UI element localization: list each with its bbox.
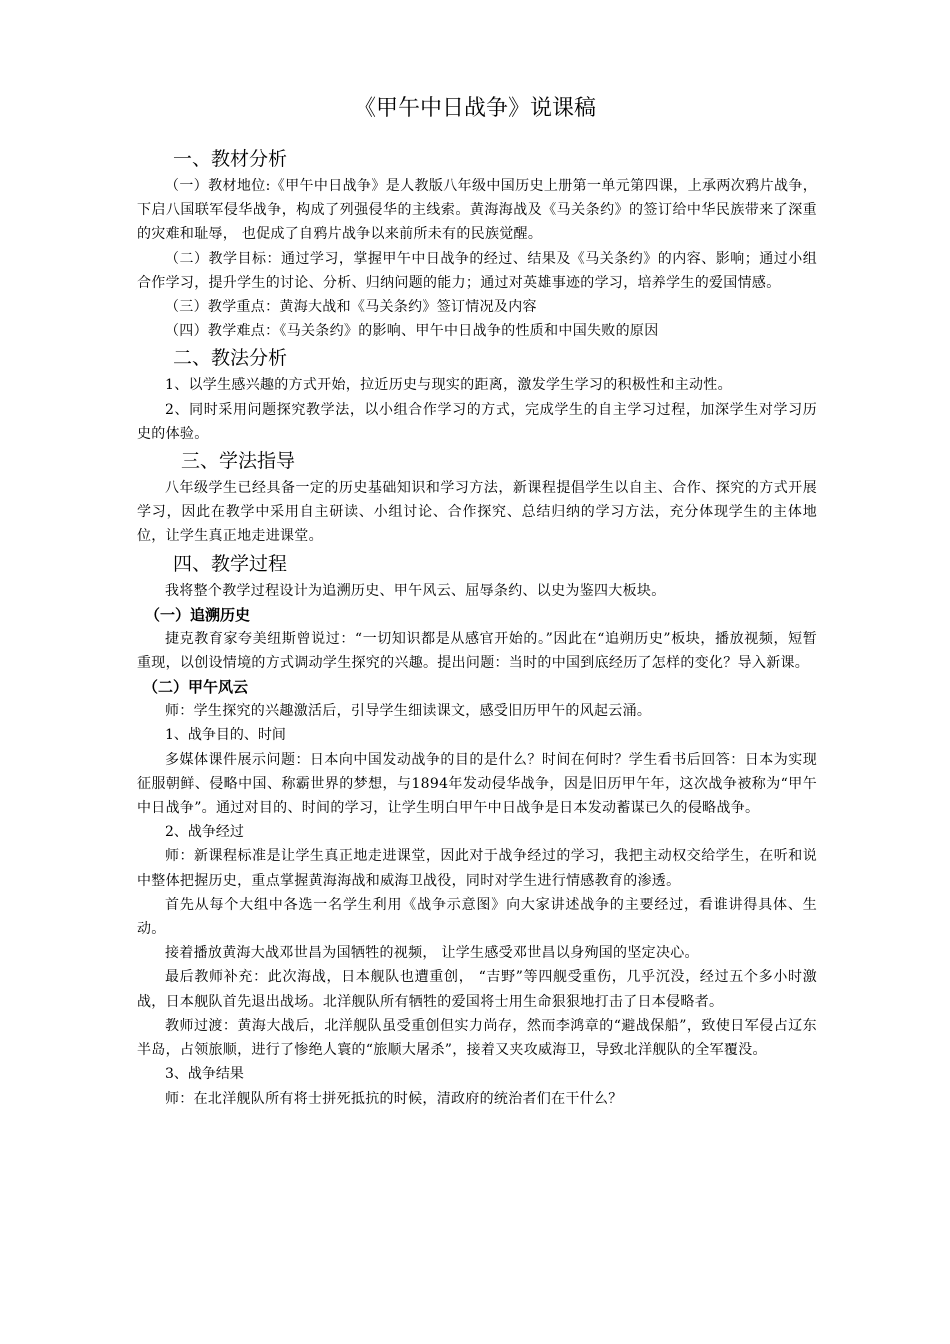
- sub-heading: 2、战争经过: [165, 824, 244, 841]
- paragraph: 师：新课程标准是让学生真正地走进课堂，因此对于战争经过的学习，我把主动权交给学生，在听和说中整体把握历史，重点掌握黄海海战和威海卫战役，同时对学生进行情感教育的渗透。: [137, 848, 817, 889]
- paragraph: 多媒体课件展示问题：日本向中国发动战争的目的是什么？时间在何时？学生看书后回答：日本为实现征服朝鲜、侵略中国、称霸世界的梦想，与1894年发动侵华战争，因是旧历甲午年，这次战争被称为“甲午中日战争”。通过对目的、时间的学习，让学生明白甲午中日战争是日本发动蓄谋已久的侵略战争。: [137, 751, 817, 817]
- paragraph: （一）教材地位:《甲午中日战争》是人教版八年级中国历史上册第一单元第四课，上承两次鸦片战争，下启八国联军侵华战争，构成了列强侵华的主线索。黄海海战及《马关条约》的签订给中华民族带来了深重的灾难和耻辱， 也促成了自鸦片战争以来前所未有的民族觉醒。: [137, 178, 817, 243]
- sub-heading: 1、战争目的、时间: [165, 727, 286, 744]
- section-heading-3: 三、学法指导: [181, 450, 296, 473]
- document-title: 《甲午中日战争》说课稿: [353, 96, 596, 121]
- paragraph: 师：在北洋舰队所有将士拼死抵抗的时候，清政府的统治者们在干什么？: [165, 1090, 623, 1107]
- paragraph: 1、以学生感兴趣的方式开始，拉近历史与现实的距离，激发学生学习的积极性和主动性。: [165, 377, 732, 394]
- paragraph: 捷克教育家夸美纽斯曾说过：“一切知识都是从感官开始的。”因此在“追朔历史”板块，播放视频，短暂重现，以创设情境的方式调动学生探究的兴趣。提出问题：当时的中国到底经历了怎样的变化？导入新课。: [137, 630, 817, 672]
- sub-heading: 3、战争结果: [165, 1066, 244, 1083]
- subsection-heading-2: （二）甲午风云: [143, 678, 249, 697]
- section-heading-1: 一、教材分析: [173, 148, 288, 170]
- paragraph: （三）教学重点：黄海大战和《马关条约》签订情况及内容: [165, 299, 537, 316]
- document-body: [137, 144, 817, 1111]
- paragraph: 2、同时采用问题探究教学法，以小组合作学习的方式，完成学生的自主学习过程，加深学生对学习历史的体验。: [137, 401, 817, 442]
- paragraph: 八年级学生已经具备一定的历史基础知识和学习方法，新课程提倡学生以自主、合作、探究的方式开展学习，因此在教学中采用自主研读、小组讨论、合作探究、总结归纳的学习方法，充分体现学生的主体地位，让学生真正地走进课堂。: [137, 480, 817, 545]
- section-heading-4: 四、教学过程: [173, 552, 288, 575]
- paragraph: 首先从每个大组中各选一名学生利用《战争示意图》向大家讲述战争的主要经过，看谁讲得具体、生动。: [137, 896, 817, 938]
- paragraph: （四）教学难点：《马关条约》的影响、甲午中日战争的性质和中国失败的原因: [165, 323, 659, 340]
- paragraph: 最后教师补充：此次海战，日本舰队也遭重创， “吉野”等四舰受重伤，几乎沉没，经过五个多小时激战，日本舰队首先退出战场。北洋舰队所有牺牲的爱国将士用生命狠狠地打击了日本侵略者。: [137, 969, 817, 1010]
- section-heading-2: 二、教法分析: [173, 347, 288, 370]
- paragraph: 我将整个教学过程设计为追溯历史、甲午风云、屈辱条约、以史为鉴四大板块。: [165, 582, 666, 599]
- paragraph: （二）教学目标：通过学习，掌握甲午中日战争的经过、结果及《马关条约》的内容、影响；通过小组合作学习，提升学生的讨论、分析、归纳问题的能力；通过对英雄事迹的学习，培养学生的爱国情感。: [137, 250, 817, 291]
- paragraph: 师：学生探究的兴趣激活后，引导学生细读课文，感受旧历甲午的风起云涌。: [165, 703, 652, 720]
- paragraph: 教师过渡：黄海大战后，北洋舰队虽受重创但实力尚存，然而李鸿章的“避战保船”，致使日军侵占辽东半岛，占领旅顺，进行了惨绝人寰的“旅顺大屠杀”，接着又夹攻威海卫，导致北洋舰队的全军覆没。: [137, 1017, 817, 1059]
- subsection-heading-1: （一）追溯历史: [145, 605, 251, 624]
- paragraph: 接着播放黄海大战邓世昌为国牺牲的视频， 让学生感受邓世昌以身殉国的坚定决心。: [165, 945, 699, 962]
